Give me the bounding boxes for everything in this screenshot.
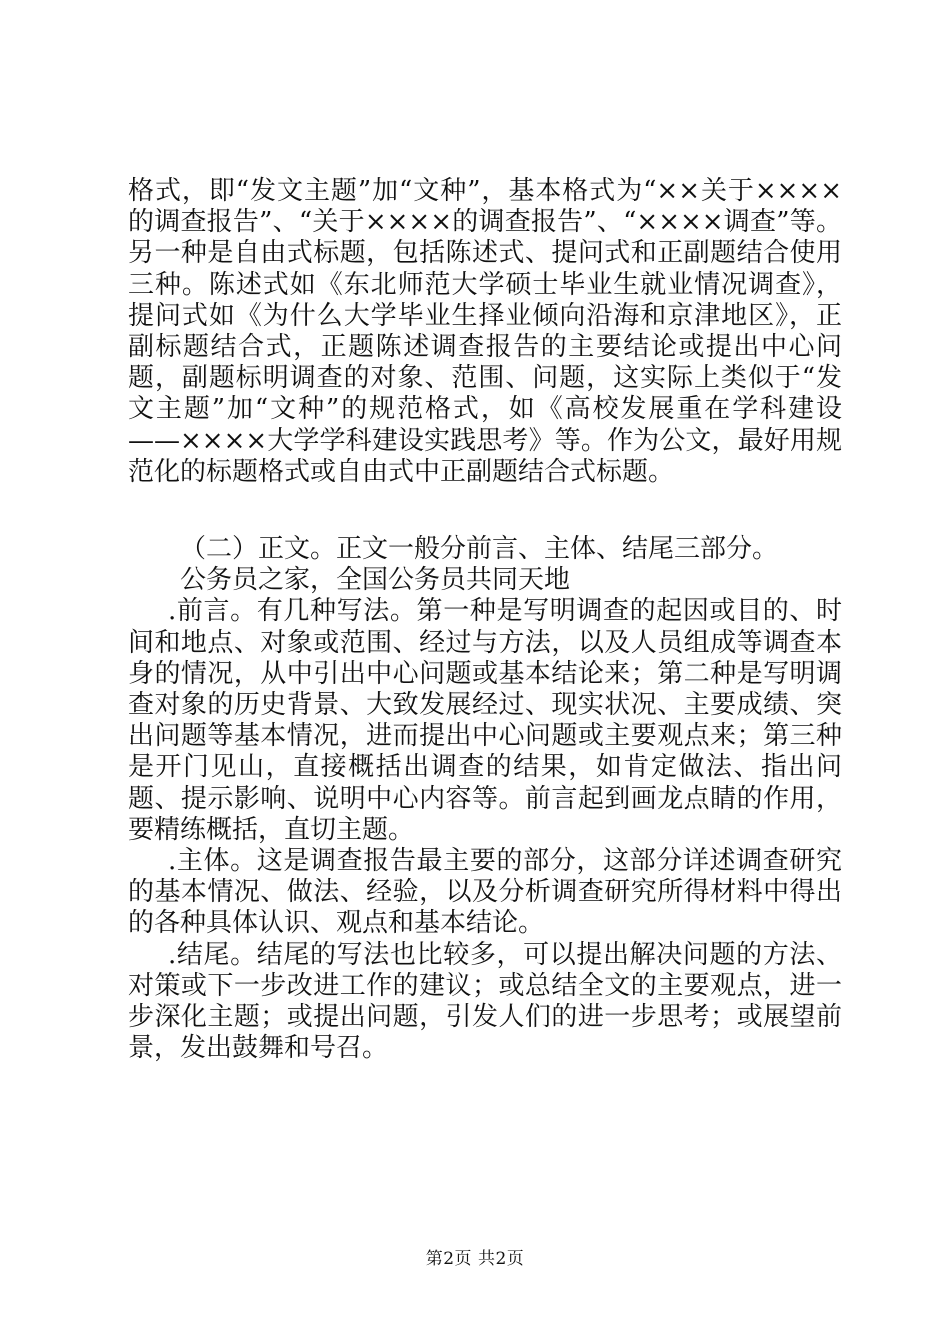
title-format-section: [128, 176, 842, 488]
document-body: [128, 176, 842, 1064]
paragraph-title-formats: 格式，即“发文主题”加“文种”，基本格式为“××关于××××的调查报告”、“关于××××的调查报告”、“××××调查”等。另一种是自由式标题，包括陈述式、提问式和正副题结合使用三种。陈述式如《东北师范大学硕士毕业生就业情况调查》，提问式如《为什么大学毕业生择业倾向沿海和京津地区》，正副标题结合式，正题陈述调查报告的主要结论或提出中心问题，副题标明调查的对象、范围、问题，这实际上类似于“发文主题”加“文种”的规范格式，如《高校发展重在学科建设——××××大学学科建设实践思考》等。作为公文，最好用规范化的标题格式或自由式中正副题结合式标题。: [128, 176, 842, 487]
page-footer: 第2页 共2页: [425, 1249, 525, 1269]
paragraph-gap: [128, 488, 842, 534]
site-line: 公务员之家，全国公务员共同天地: [180, 565, 571, 596]
paragraph-main-body: .主体。这是调查报告最主要的部分，这部分详述调查研究的基本情况、做法、经验，以及分析调查研究所得材料中得出的各种具体认识、观点和基本结论。: [128, 846, 842, 939]
paragraph-preface: .前言。有几种写法。第一种是写明调查的起因或目的、时间和地点、对象或范围、经过与方法，以及人员组成等调查本身的情况，从中引出中心问题或基本结论来；第二种是写明调查对象的历史背景、大致发展经过、现实状况、主要成绩、突出问题等基本情况，进而提出中心问题或主要观点来；第三种是开门见山，直接概括出调查的结果，如肯定做法、指出问题、提示影响、说明中心内容等。前言起到画龙点睛的作用，要精练概括，直切主题。: [128, 596, 842, 845]
paragraph-ending: .结尾。结尾的写法也比较多，可以提出解决问题的方法、对策或下一步改进工作的建议；或总结全文的主要观点，进一步深化主题；或提出问题，引发人们的进一步思考；或展望前景，发出鼓舞和号召。: [128, 939, 842, 1064]
section-heading-body: （二）正文。正文一般分前言、主体、结尾三部分。: [180, 534, 779, 565]
